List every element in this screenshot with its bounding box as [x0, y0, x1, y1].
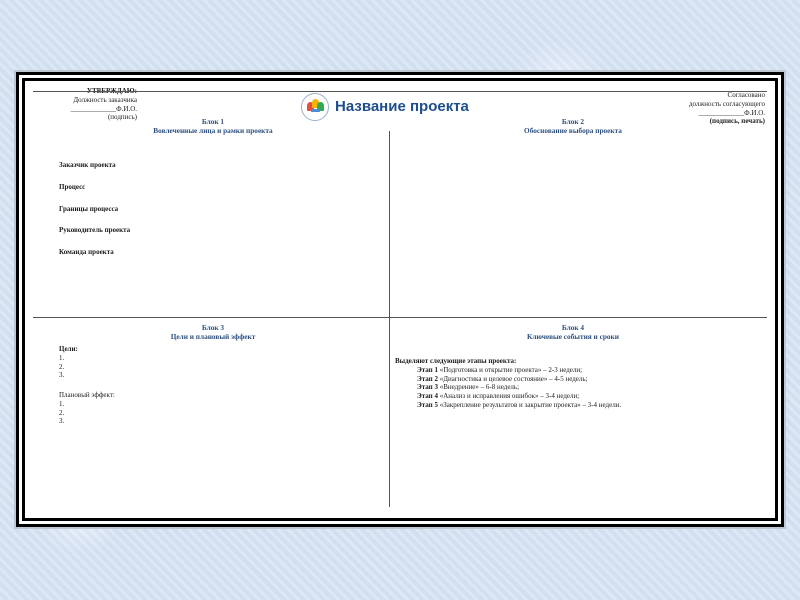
stages-intro: Выделяют следующие этапы проекта: [395, 357, 517, 365]
effect-label: Плановый эффект: [59, 391, 115, 399]
block4-subtitle: Ключевые события и сроки [527, 332, 619, 342]
stage-line [395, 401, 621, 410]
stage-line [395, 392, 621, 401]
stage-text: «Закрепление результатов и закрытие проекта» – 3-4 недели. [437, 400, 622, 409]
block4-label: Блок 4 [561, 323, 585, 332]
stage-text: «Диагностика и целевое состояние» – 4-5 недель; [437, 374, 588, 383]
block1-label: Блок 1 [201, 117, 225, 126]
block1-subtitle: Вовлеченные лица и рамки проекта [153, 126, 273, 136]
approve-block [37, 87, 137, 122]
goal-item: 2. [59, 362, 65, 371]
agree-block [645, 91, 765, 126]
slide-frame [22, 78, 778, 521]
stage-text: «Анализ и исправления ошибок» – 3-4 недели; [437, 392, 580, 400]
stage-line [395, 366, 621, 375]
goals-label: Цели: [59, 345, 78, 353]
agree-name: _____________Ф.И.О. [698, 108, 765, 117]
company-logo-icon [301, 93, 329, 121]
block1-item: Команда проекта [59, 248, 114, 256]
stage-line [395, 375, 621, 384]
stage-line [395, 383, 621, 392]
stage-number: Этап 5 [417, 400, 438, 409]
block1-item: Процесс [59, 182, 86, 191]
block3-heading [133, 323, 293, 341]
block2-label: Блок 2 [561, 117, 585, 126]
block1-items [59, 161, 130, 270]
project-title: Название проекта [335, 97, 469, 115]
project-charter-form [33, 87, 767, 511]
block1-heading [133, 117, 293, 135]
block3-subtitle: Цели и плановый эффект [170, 332, 256, 342]
center-divider [389, 131, 390, 507]
stage-number: Этап 3 [417, 383, 438, 392]
middle-rule [33, 317, 767, 318]
block1-item: Заказчик проекта [59, 161, 116, 169]
stage-text: «Подготовка и открытие проекта» – 2-3 недели; [437, 365, 583, 374]
stage-text: «Внедрение» – 6-8 недель; [437, 383, 520, 392]
block2-subtitle: Обоснование выбора проекта [524, 126, 622, 136]
approve-position: Должность заказчика [73, 95, 137, 104]
agree-position: должность согласующего [689, 99, 765, 108]
goal-item: 3. [59, 371, 65, 380]
block1-item: Границы процесса [59, 204, 119, 213]
block2-heading [493, 117, 653, 135]
effect-item: 2. [59, 408, 65, 417]
title-area [301, 93, 469, 121]
approve-title: УТВЕРЖДАЮ: [86, 87, 137, 95]
block3-label: Блок 3 [201, 323, 225, 332]
stage-number: Этап 2 [417, 374, 438, 383]
effect-item: 1. [59, 399, 65, 408]
stage-number: Этап 1 [417, 365, 438, 374]
effect-item: 3. [59, 417, 65, 426]
block4-content [395, 357, 621, 410]
agree-title: Согласовано [727, 91, 765, 99]
block1-item: Руководитель проекта [59, 226, 131, 235]
agree-sign: (подпись, печать) [709, 117, 765, 126]
top-rule [33, 91, 767, 92]
block4-heading [493, 323, 653, 341]
approve-name: _____________Ф.И.О. [70, 104, 137, 113]
goal-item: 1. [59, 353, 65, 362]
block3-content [59, 345, 115, 426]
approve-sign: (подпись) [107, 113, 137, 122]
stage-number: Этап 4 [417, 392, 438, 400]
